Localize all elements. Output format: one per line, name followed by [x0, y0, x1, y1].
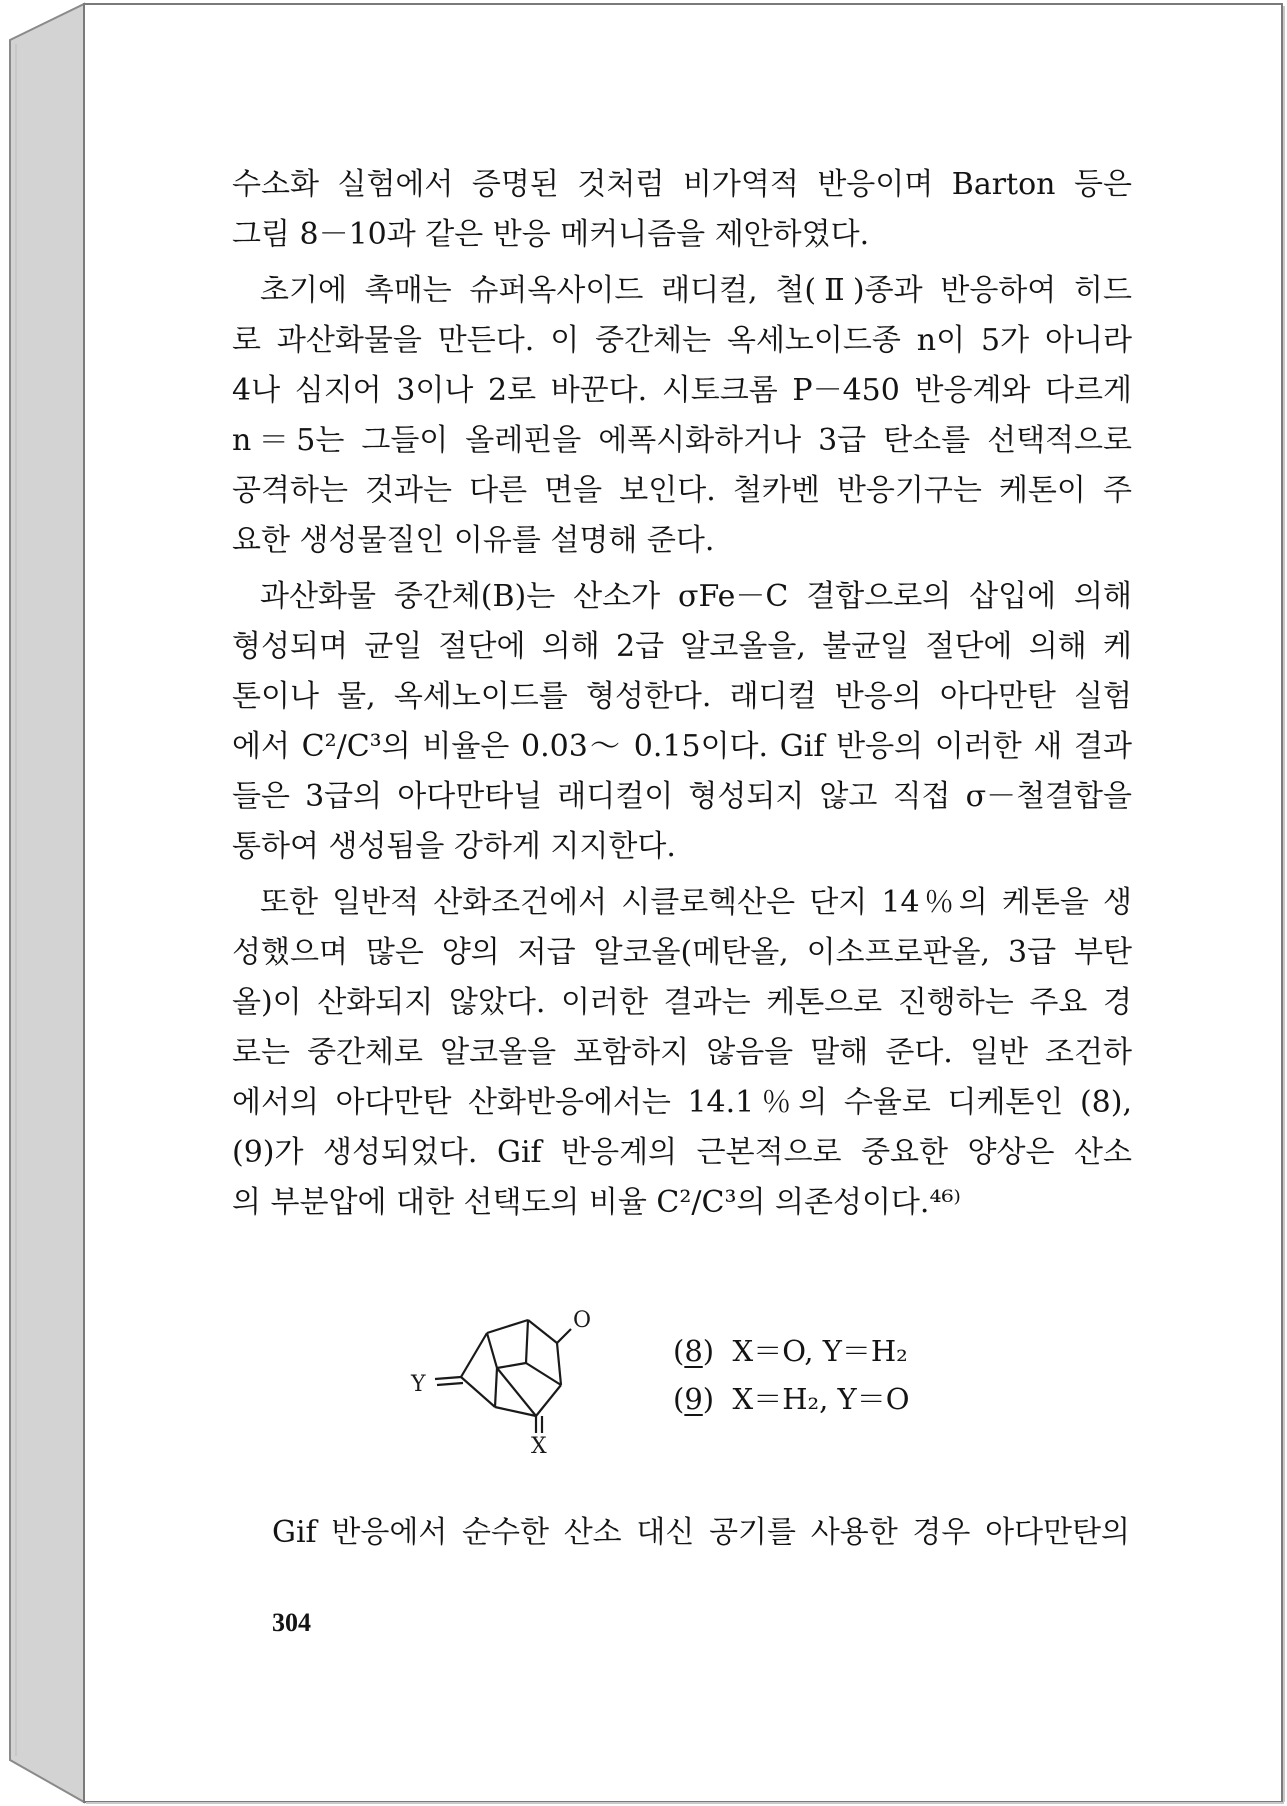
text-line: 로 과산화물을 만든다. 이 중간체는 옥세노이드종 n이 5가 아니라	[232, 323, 1132, 358]
page-number: 304	[272, 1608, 311, 1637]
legend-entry-9: (9) X＝H₂, Y＝O	[673, 1382, 910, 1416]
compound-number: 8	[684, 1334, 703, 1368]
text-line: 공격하는 것과는 다른 면을 보인다. 철카벤 반응기구는 케톤이 주	[232, 473, 1132, 508]
text-line: 로는 중간체로 알코올을 포함하지 않음을 말해 준다. 일반 조건하	[232, 1035, 1132, 1070]
text-line: (9)가 생성되었다. Gif 반응계의 근본적으로 중요한 양상은 산소	[232, 1135, 1132, 1170]
text-line: n＝5는 그들이 올레핀을 에폭시화하거나 3급 탄소를 선택적으로	[232, 423, 1132, 458]
text-line: 통하여 생성됨을 강하게 지지한다.	[232, 829, 676, 864]
text-line: 에서 C²/C³의 비율은 0.03～ 0.15이다. Gif 반응의 이러한 새 결과	[232, 729, 1132, 764]
atom-o-label: O	[573, 1308, 592, 1333]
continuation-line: Gif 반응에서 순수한 산소 대신 공기를 사용한 경우 아다만탄의	[272, 1515, 1130, 1550]
atom-y-label: Y	[411, 1372, 426, 1397]
text-line: 그림 8－10과 같은 반응 메커니즘을 제안하였다.	[232, 217, 870, 252]
text-line: 톤이나 물, 옥세노이드를 형성한다. 래디컬 반응의 아다만탄 실험	[232, 679, 1132, 714]
text-line: 의 부분압에 대한 선택도의 비율 C²/C³의 의존성이다.⁴⁶⁾	[232, 1185, 961, 1220]
text-line: 형성되며 균일 절단에 의해 2급 알코올을, 불균일 절단에 의해 케	[232, 629, 1132, 664]
text-line: 에서의 아다만탄 산화반응에서는 14.1％의 수율로 디케톤인 (8),	[232, 1085, 1132, 1120]
text-line: 요한 생성물질인 이유를 설명해 준다.	[232, 523, 715, 558]
text-line: 성했으며 많은 양의 저급 알코올(메탄올, 이소프로판올, 3급 부탄	[232, 935, 1132, 970]
compound-definition: X＝O, Y＝H₂	[732, 1334, 908, 1368]
legend-entry-8: (8) X＝O, Y＝H₂	[673, 1334, 908, 1368]
atom-x-label: X	[531, 1434, 547, 1455]
body-text	[232, 160, 1132, 1228]
compound-number: 9	[684, 1382, 703, 1416]
adamantane-structure	[405, 1305, 665, 1455]
compound-legend	[673, 1327, 909, 1423]
text-line: 또한 일반적 산화조건에서 시클로헥산은 단지 14％의 케톤을 생	[260, 885, 1132, 920]
text-line: 초기에 촉매는 슈퍼옥사이드 래디컬, 철(Ⅱ)종과 반응하여 히드	[260, 273, 1132, 308]
text-line: 들은 3급의 아다만타닐 래디컬이 형성되지 않고 직접 σ－철결합을	[232, 779, 1132, 814]
text-line: 올)이 산화되지 않았다. 이러한 결과는 케톤으로 진행하는 주요 경	[232, 985, 1132, 1020]
text-line: 수소화 실험에서 증명된 것처럼 비가역적 반응이며 Barton 등은	[232, 167, 1132, 202]
compound-definition: X＝H₂, Y＝O	[732, 1382, 910, 1416]
text-line: 4나 심지어 3이나 2로 바꾼다. 시토크롬 P－450 반응계와 다르게	[232, 373, 1132, 408]
text-line: 과산화물 중간체(B)는 산소가 σFe－C 결합으로의 삽입에 의해	[260, 579, 1132, 614]
adamantane-figure	[405, 1305, 965, 1455]
